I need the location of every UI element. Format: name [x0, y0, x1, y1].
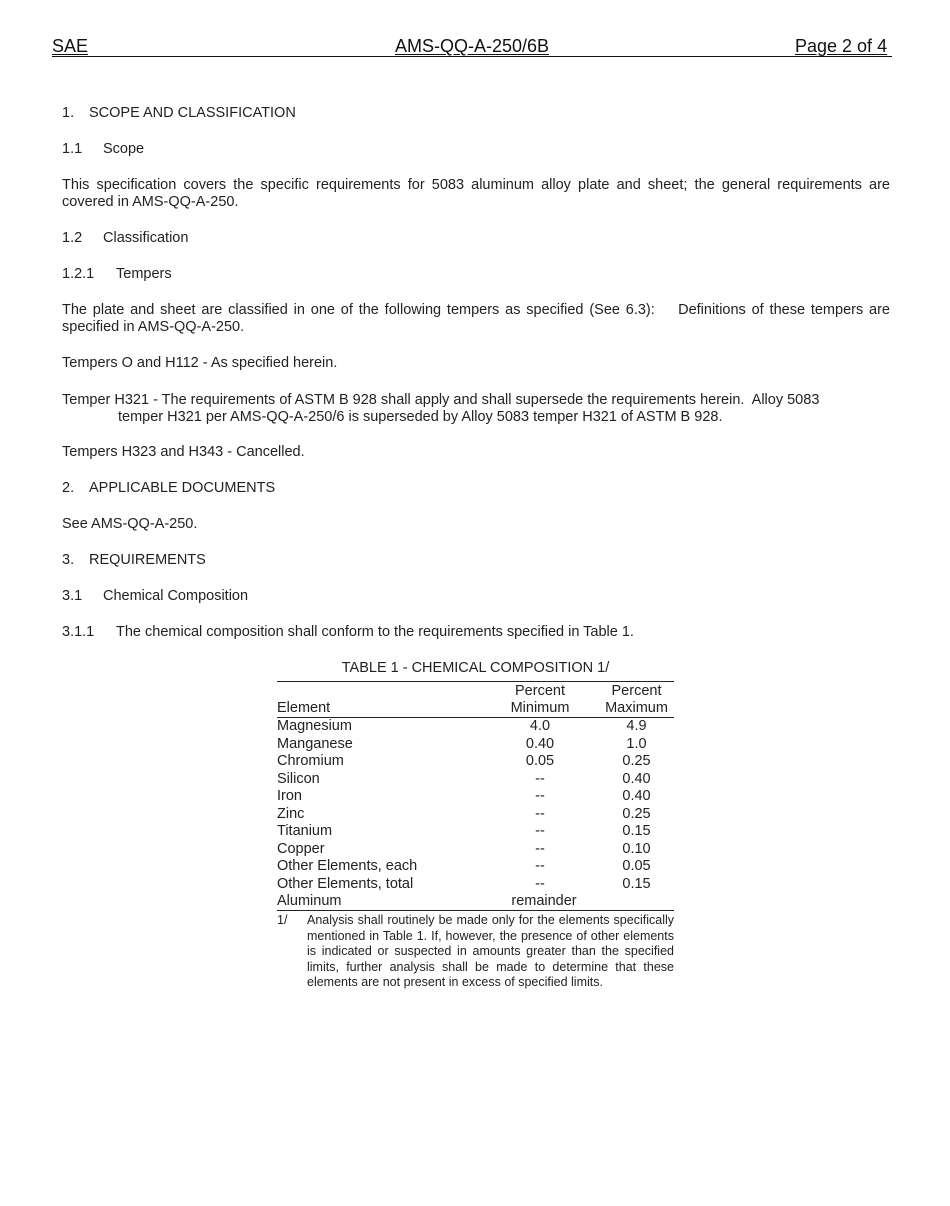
scope-paragraph: This specification covers the specific requirements for 5083 aluminum alloy plate and sheet; the general requirements are covered in AMS-QQ-A-250. — [62, 177, 890, 210]
section-2-heading — [62, 480, 275, 497]
table-row-min: -- — [535, 788, 545, 804]
section-number: 1.2 — [62, 230, 83, 246]
table-row-min: 4.0 — [529, 718, 551, 734]
section-3-heading — [62, 552, 206, 569]
table-row-min: -- — [535, 841, 545, 857]
header-max-bottom: Maximum — [605, 700, 668, 716]
section-2-text: See AMS-QQ-A-250. — [62, 516, 198, 532]
section-number: 1.2.1 — [62, 266, 95, 282]
table-row-aluminum-element: Aluminum — [277, 893, 342, 909]
section-1-2-heading — [62, 230, 188, 247]
section-number: 1. — [62, 105, 75, 121]
footnote-text: Analysis shall routinely be made only for the elements specifically mentioned in Table 1. If, however, the presence of other elements is indicated or suspected in amounts greater than the specified limits, further analysis shall be made to determine that these elements are not present in excess of specified limits. — [307, 913, 674, 989]
table-row-element: Copper — [277, 841, 325, 857]
table-row-max: 0.15 — [622, 876, 651, 892]
section-title: Chemical Composition — [103, 588, 249, 604]
header-element: Element — [277, 700, 331, 716]
table-row-min: -- — [535, 823, 545, 839]
table-row-element: Manganese — [277, 736, 353, 752]
table-row-min: -- — [535, 876, 545, 892]
table-row-element: Magnesium — [277, 718, 352, 734]
table-row-element: Other Elements, total — [277, 876, 414, 892]
header-rule — [52, 56, 892, 57]
table-row-max: 0.25 — [622, 753, 651, 769]
section-3-1-heading — [62, 588, 248, 605]
section-1-2-1-heading — [62, 266, 172, 283]
section-number: 1.1 — [62, 141, 83, 157]
table-row-element: Titanium — [277, 823, 333, 839]
section-title: Tempers — [116, 266, 172, 282]
section-title: APPLICABLE DOCUMENTS — [89, 480, 276, 496]
table-row-min: 0.40 — [525, 736, 555, 752]
table-row-min: -- — [535, 806, 545, 822]
header-min-top: Percent — [515, 683, 565, 699]
section-1-1-heading — [62, 141, 144, 158]
tempers-o-h112: Tempers O and H112 - As specified herein. — [62, 355, 338, 371]
header-min-bottom: Minimum — [510, 700, 570, 716]
section-1-heading — [62, 105, 296, 122]
table-bottom-rule — [277, 910, 674, 911]
section-title: Scope — [103, 141, 145, 157]
table-row-element: Iron — [277, 788, 302, 804]
section-title: SCOPE AND CLASSIFICATION — [89, 105, 296, 121]
header-doc-number: AMS-QQ-A-250/6B — [395, 36, 550, 56]
table-row-element: Chromium — [277, 753, 344, 769]
temper-h321-line2: temper H321 per AMS-QQ-A-250/6 is superseded by Alloy 5083 temper H321 of ASTM B 928. — [118, 409, 723, 425]
tempers-paragraph: The plate and sheet are classified in one of the following tempers as specified (See 6.3): Definitions of these tempers are specified in AMS-QQ-A-250. — [62, 302, 895, 335]
table-row-min: 0.05 — [525, 753, 555, 769]
header-max-top: Percent — [611, 683, 662, 699]
section-text: The chemical composition shall conform to the requirements specified in Table 1. — [116, 624, 634, 640]
table-top-rule — [277, 681, 674, 682]
table-row-min: -- — [535, 858, 545, 874]
table-row-element: Zinc — [277, 806, 305, 822]
section-title: REQUIREMENTS — [89, 552, 206, 568]
section-number: 3.1 — [62, 588, 83, 604]
table-row-max: 4.9 — [626, 718, 647, 734]
table-row-min: -- — [535, 771, 545, 787]
header-org: SAE — [52, 36, 89, 56]
tempers-cancelled: Tempers H323 and H343 - Cancelled. — [62, 444, 305, 460]
header-page-number: Page 2 of 4 — [795, 36, 888, 56]
section-title: Classification — [103, 230, 189, 246]
table-row-max: 0.15 — [622, 823, 651, 839]
footnote-mark: 1/ — [277, 913, 288, 927]
table-row-aluminum-value: remainder — [511, 893, 577, 909]
table-row-max: 0.40 — [622, 771, 651, 787]
table-row-max: 1.0 — [626, 736, 647, 752]
section-3-1-1-text — [62, 624, 634, 641]
section-number: 3. — [62, 552, 75, 568]
table-row-max: 0.10 — [622, 841, 651, 857]
table-title: TABLE 1 - CHEMICAL COMPOSITION 1/ — [341, 660, 610, 676]
table-row-max: 0.05 — [622, 858, 651, 874]
table-row-max: 0.25 — [622, 806, 651, 822]
table-row-max: 0.40 — [622, 788, 651, 804]
section-number: 2. — [62, 480, 75, 496]
table-row-element: Other Elements, each — [277, 858, 418, 874]
table-row-element: Silicon — [277, 771, 320, 787]
temper-h321-line1: Temper H321 - The requirements of ASTM B 928 shall apply and shall supersede the requirements herein. Alloy 5083 — [62, 392, 820, 408]
section-number: 3.1.1 — [62, 624, 95, 640]
